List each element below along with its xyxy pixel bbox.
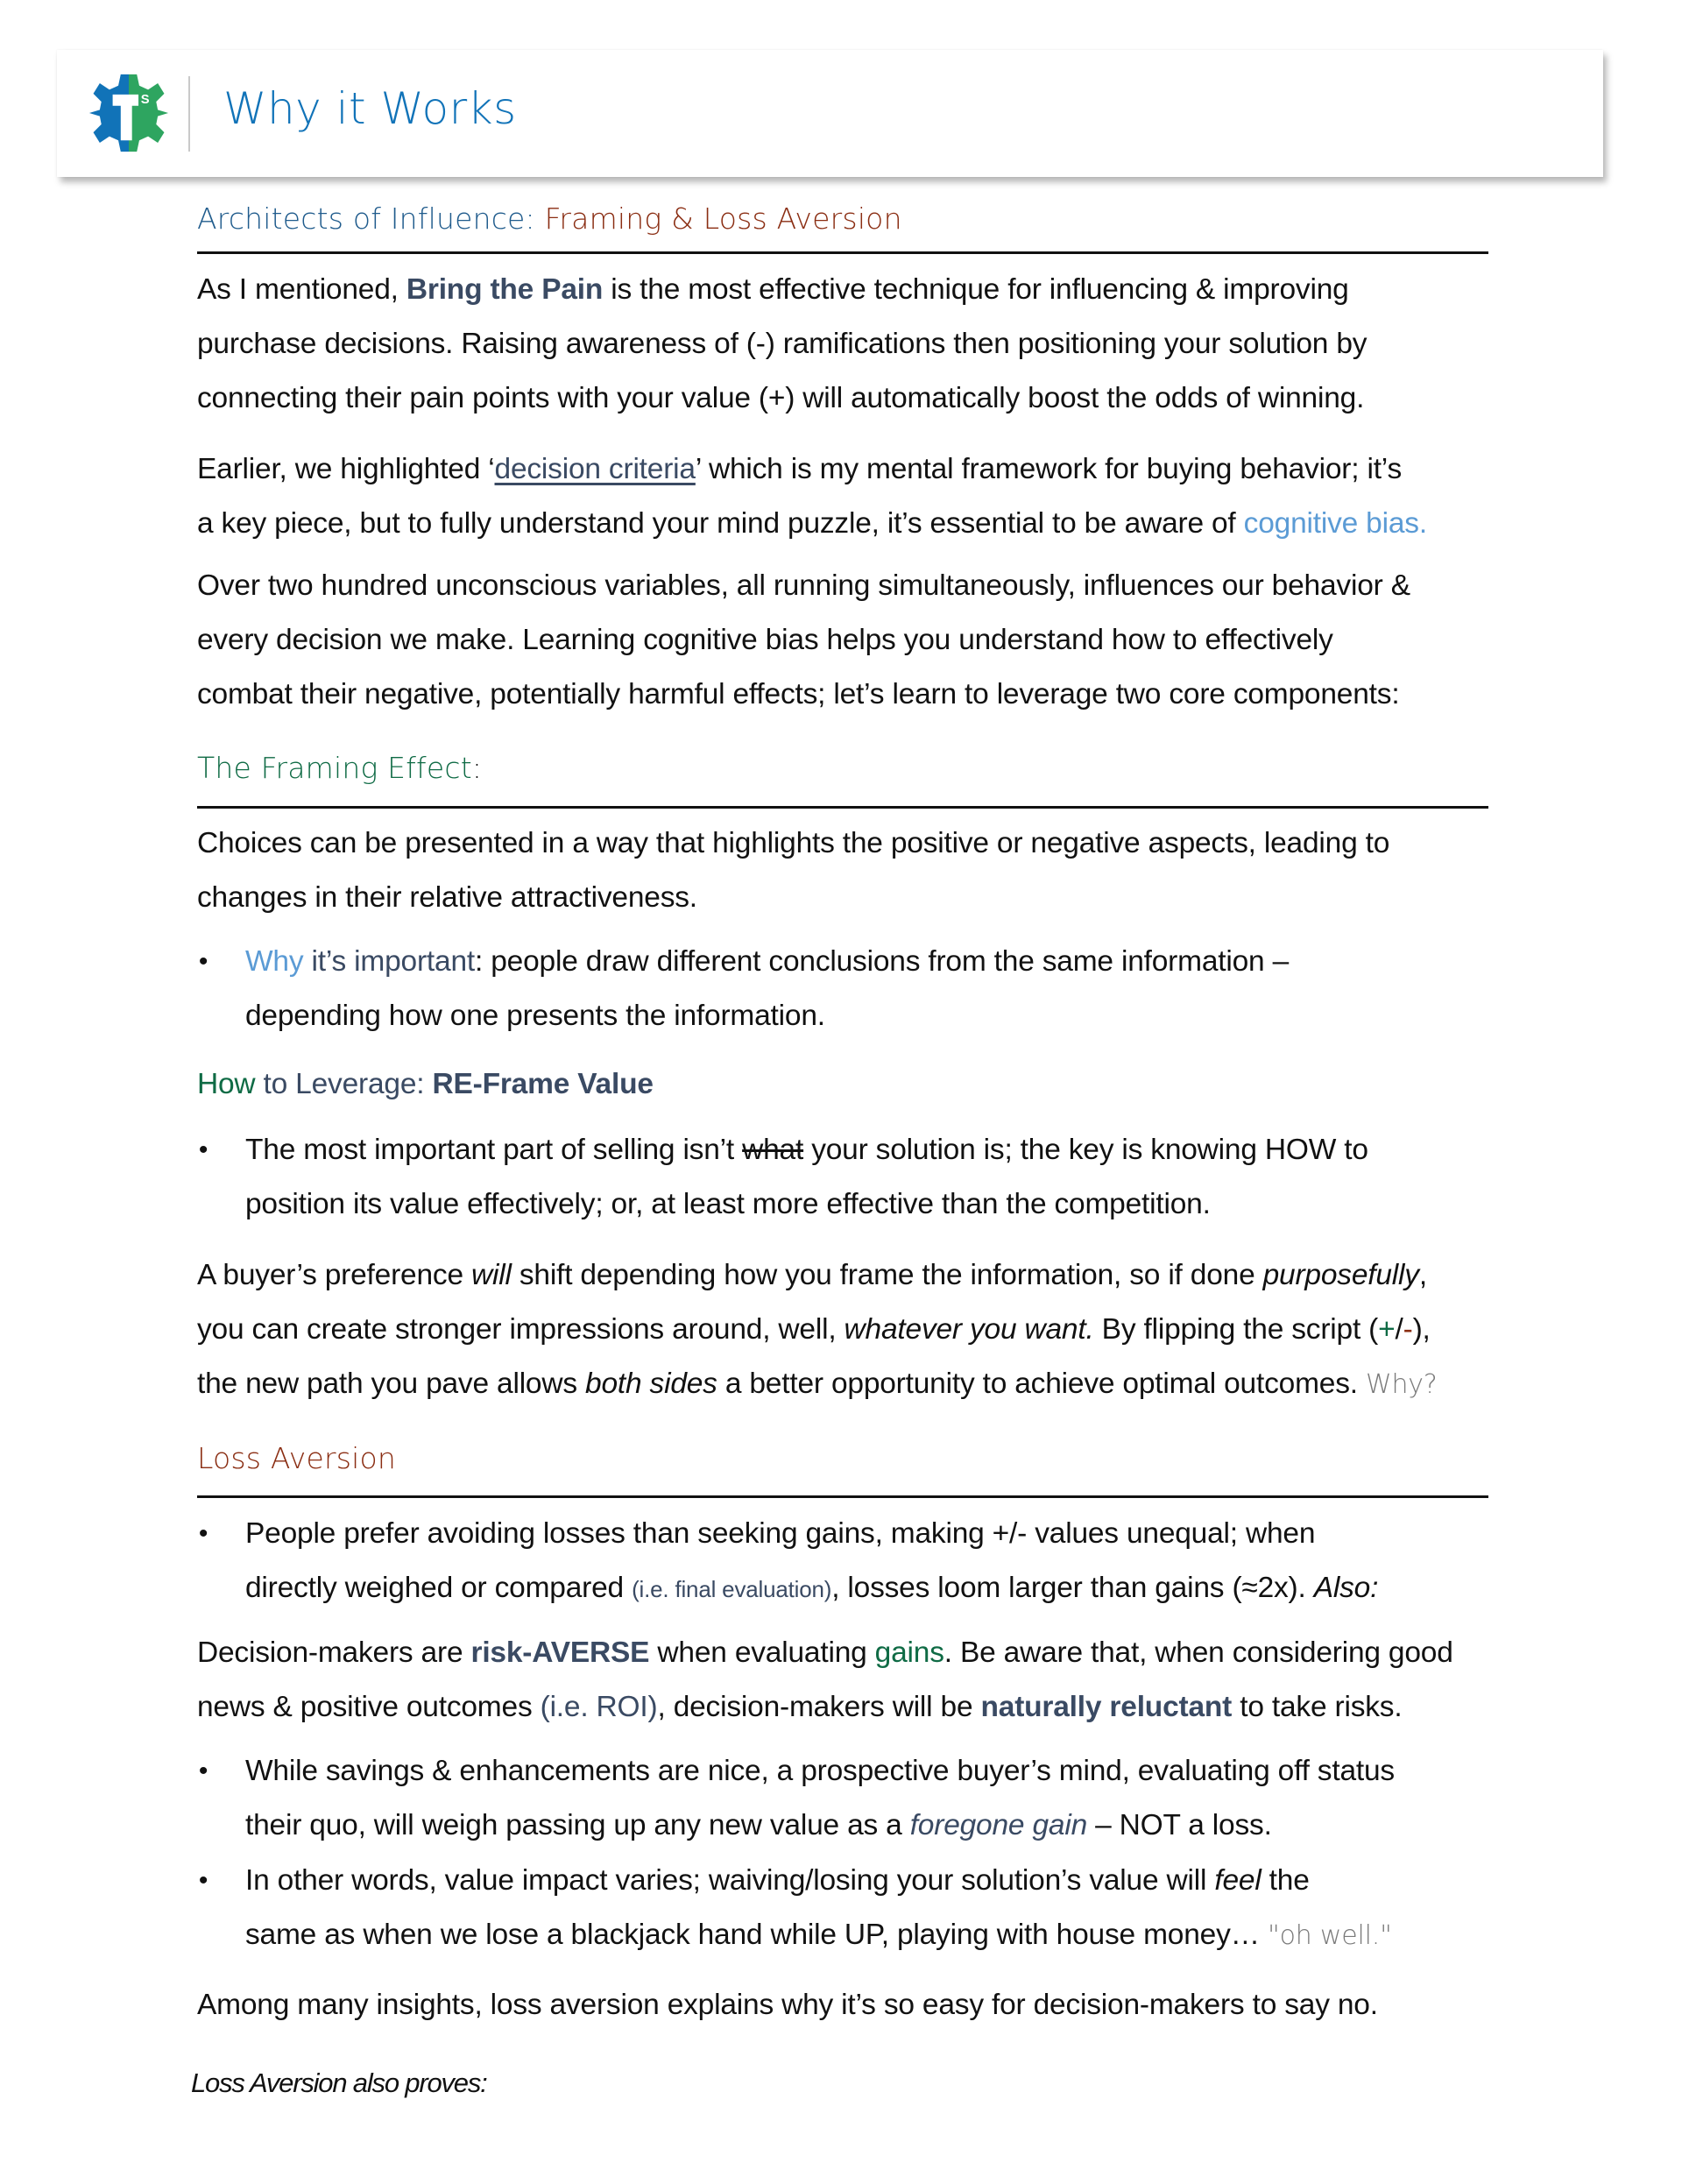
bullet-most-important-part <box>198 1123 1498 1232</box>
paragraph-choices <box>197 816 1494 925</box>
gear-1s-logo-icon <box>88 73 169 153</box>
text-line: purchase decisions. Raising awareness of (-) ramifications then positioning your solution by <box>197 328 1368 360</box>
bullet-icon: • <box>198 1866 208 1895</box>
section-heading-framing-effect: The Framing Effect: <box>197 751 483 785</box>
text-line: People prefer avoiding losses than seeking gains, making +/- values unequal; when <box>245 1517 1316 1550</box>
bullet-icon: • <box>198 1756 208 1785</box>
section-divider <box>197 251 1488 254</box>
svg-text:S: S <box>140 92 150 107</box>
text-line: combat their negative, potentially harmful effects; let’s learn to leverage two core components: <box>197 678 1400 710</box>
section-heading-architects <box>197 201 902 236</box>
paragraph-decision-criteria <box>197 442 1494 551</box>
paragraph-among-many-insights: Among many insights, loss aversion explains why it’s so easy for decision-makers to say no. <box>197 1989 1378 2021</box>
text-line: Choices can be presented in a way that highlights the positive or negative aspects, leading to <box>197 827 1390 859</box>
section-divider <box>197 806 1488 809</box>
paragraph-unconscious-variables <box>197 559 1494 722</box>
text-line: you can create stronger impressions around, well, whatever you want. By flipping the script (+/-), <box>197 1313 1431 1346</box>
bullet-icon: • <box>198 1135 208 1164</box>
page-title: Why it Works <box>223 83 517 134</box>
paragraph-risk-averse <box>197 1626 1494 1735</box>
how-to-leverage-label: How to Leverage: RE-Frame Value <box>197 1068 654 1100</box>
text-line: While savings & enhancements are nice, a prospective buyer’s mind, evaluating off status <box>245 1755 1395 1787</box>
text-line: A buyer’s preference will shift depending how you frame the information, so if done purposefully, <box>197 1259 1427 1291</box>
bullet-why-important <box>198 935 1498 1043</box>
oh-well-quote: "oh well." <box>1268 1920 1392 1951</box>
text-line: As I mentioned, Bring the Pain is the most effective technique for influencing & improving <box>197 273 1349 306</box>
loss-aversion-also-proves-label: Loss Aversion also proves: <box>191 2067 487 2098</box>
text-line: depending how one presents the information. <box>245 1000 825 1032</box>
header-divider <box>188 76 190 152</box>
decision-criteria-link[interactable]: decision criteria <box>494 453 696 485</box>
text-line: news & positive outcomes (i.e. ROI), decision-makers will be naturally reluctant to take risks. <box>197 1691 1403 1723</box>
heading-part-2: Framing & Loss Aversion <box>544 201 902 236</box>
reframe-value-emphasis: RE-Frame Value <box>432 1068 654 1100</box>
text-line: Earlier, we highlighted ‘decision criteria’ which is my mental framework for buying behavior; it’s <box>197 453 1402 485</box>
text-line: Over two hundred unconscious variables, all running simultaneously, influences our behavior & <box>197 569 1410 602</box>
section-divider <box>197 1495 1488 1498</box>
page-header <box>57 50 1603 177</box>
text-line: their quo, will weigh passing up any new value as a foregone gain – NOT a loss. <box>245 1809 1272 1841</box>
heading-part-1: Architects of Influence: <box>197 201 535 236</box>
text-line: same as when we lose a blackjack hand while UP, playing with house money… "oh well." <box>245 1919 1392 1951</box>
text-line: In other words, value impact varies; waiving/losing your solution’s value will feel the <box>245 1864 1310 1897</box>
bullet-icon: • <box>198 947 208 976</box>
text-line: connecting their pain points with your value (+) will automatically boost the odds of winning. <box>197 382 1365 414</box>
bullet-value-impact <box>198 1854 1498 1963</box>
bring-the-pain-emphasis: Bring the Pain <box>406 273 604 306</box>
text-line: position its value effectively; or, at least more effective than the competition. <box>245 1188 1211 1220</box>
text-line: Decision-makers are risk-AVERSE when evaluating gains. Be aware that, when considering good <box>197 1636 1453 1669</box>
why-question: Why? <box>1365 1369 1438 1400</box>
text-line: changes in their relative attractiveness. <box>197 881 697 914</box>
paragraph-buyer-preference <box>197 1248 1494 1412</box>
text-line: The most important part of selling isn’t what your solution is; the key is knowing HOW to <box>245 1134 1368 1166</box>
text-line: a key piece, but to fully understand your mind puzzle, it’s essential to be aware of cognitive bias. <box>197 507 1427 540</box>
bullet-icon: • <box>198 1519 208 1548</box>
paragraph-bring-the-pain <box>197 263 1494 426</box>
bullet-savings-enhancements <box>198 1744 1498 1853</box>
text-line: directly weighed or compared (i.e. final evaluation), losses loom larger than gains (≈2x). Also: <box>245 1572 1379 1604</box>
text-line: the new path you pave allows both sides a better opportunity to achieve optimal outcomes. Why? <box>197 1368 1438 1400</box>
text-line: every decision we make. Learning cognitive bias helps you understand how to effectively <box>197 624 1333 656</box>
bullet-people-prefer <box>198 1507 1498 1616</box>
struck-word: what <box>742 1134 804 1166</box>
section-heading-loss-aversion: Loss Aversion <box>197 1441 396 1475</box>
cognitive-bias-highlight: cognitive bias. <box>1243 507 1427 540</box>
text-line: Why it’s important: people draw different conclusions from the same information – <box>245 945 1290 978</box>
